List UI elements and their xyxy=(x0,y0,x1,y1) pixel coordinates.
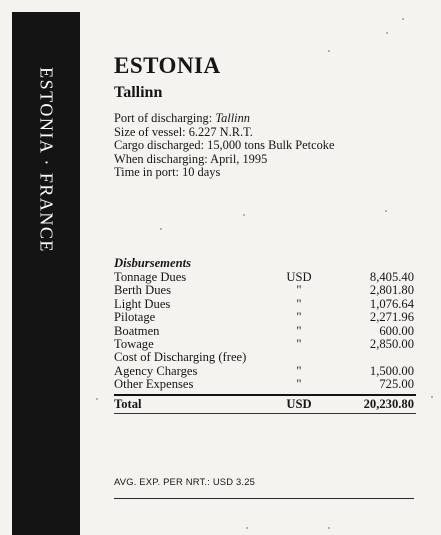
row-currency: " xyxy=(296,363,302,378)
row-label: Boatmen xyxy=(114,323,160,338)
detail-value: 15,000 tons Bulk Petcoke xyxy=(207,138,335,153)
side-label: ESTONIA · FRANCE xyxy=(36,67,57,253)
row-label: Berth Dues xyxy=(114,283,172,298)
row-currency: " xyxy=(296,377,302,392)
total-currency: USD xyxy=(286,396,312,411)
detail-port xyxy=(114,112,420,126)
detail-label: Port of discharging: xyxy=(114,111,213,125)
bottom-divider xyxy=(114,498,414,499)
detail-value: 6.227 N.R.T. xyxy=(188,124,253,139)
total-row xyxy=(114,396,416,412)
disbursement-row xyxy=(114,298,416,311)
scan-speck xyxy=(96,398,98,400)
row-label: Tonnage Dues xyxy=(114,270,187,284)
port-details xyxy=(114,112,420,180)
row-amount: 2,801.80 xyxy=(369,283,414,298)
row-currency: " xyxy=(296,336,302,351)
row-currency: " xyxy=(296,310,302,325)
detail-when xyxy=(114,153,420,167)
total-amount: 20,230.80 xyxy=(363,396,414,411)
scan-speck xyxy=(160,228,162,230)
row-label: Agency Charges xyxy=(114,363,198,378)
detail-value: 10 days xyxy=(182,165,221,180)
report-header xyxy=(114,52,420,180)
disbursements-title: Disbursements xyxy=(114,256,191,270)
scan-speck xyxy=(386,32,388,34)
scan-speck xyxy=(328,50,330,52)
row-label: Other Expenses xyxy=(114,377,194,392)
avg-expense-note: AVG. EXP. PER NRT.: USD 3.25 xyxy=(114,476,256,487)
total-underline xyxy=(114,413,416,414)
disbursements-table xyxy=(114,256,416,414)
scan-speck xyxy=(328,527,330,529)
disbursement-row xyxy=(114,311,416,324)
row-currency: " xyxy=(296,296,302,311)
row-label: Towage xyxy=(114,336,154,351)
disbursement-row xyxy=(114,365,416,378)
disbursement-row xyxy=(114,325,416,338)
detail-cargo xyxy=(114,139,420,153)
city-title: Tallinn xyxy=(114,84,163,101)
detail-label: When discharging: xyxy=(114,151,208,166)
row-label: Light Dues xyxy=(114,296,171,311)
row-amount: 1,076.64 xyxy=(369,296,414,311)
detail-size xyxy=(114,126,420,140)
scan-speck xyxy=(431,396,433,398)
row-amount: 1,500.00 xyxy=(369,363,414,378)
disbursement-row xyxy=(114,284,416,297)
detail-label: Size of vessel: xyxy=(114,124,186,139)
country-title: ESTONIA xyxy=(114,53,221,78)
row-label: Pilotage xyxy=(114,310,156,325)
disbursement-row xyxy=(114,378,416,391)
row-amount: 2,271.96 xyxy=(369,310,414,325)
row-currency: USD xyxy=(286,270,312,284)
scan-speck xyxy=(402,18,404,20)
disbursement-row xyxy=(114,351,416,364)
detail-label: Time in port: xyxy=(114,165,179,180)
row-amount: 725.00 xyxy=(379,377,414,392)
row-amount: 8,405.40 xyxy=(369,270,414,284)
row-amount: 2,850.00 xyxy=(369,336,414,351)
disbursement-row xyxy=(114,271,416,284)
row-amount: 600.00 xyxy=(379,323,414,338)
detail-label: Cargo discharged: xyxy=(114,138,205,153)
scan-speck xyxy=(246,527,248,529)
detail-value: Tallinn xyxy=(215,111,250,125)
scan-speck xyxy=(243,214,245,216)
scan-speck xyxy=(385,210,387,212)
detail-value: April, 1995 xyxy=(210,151,268,166)
disbursement-row xyxy=(114,338,416,351)
row-currency: " xyxy=(296,283,302,298)
row-currency: " xyxy=(296,323,302,338)
detail-time xyxy=(114,166,420,180)
row-label: Cost of Discharging (free) xyxy=(114,350,247,365)
total-label: Total xyxy=(114,396,142,411)
